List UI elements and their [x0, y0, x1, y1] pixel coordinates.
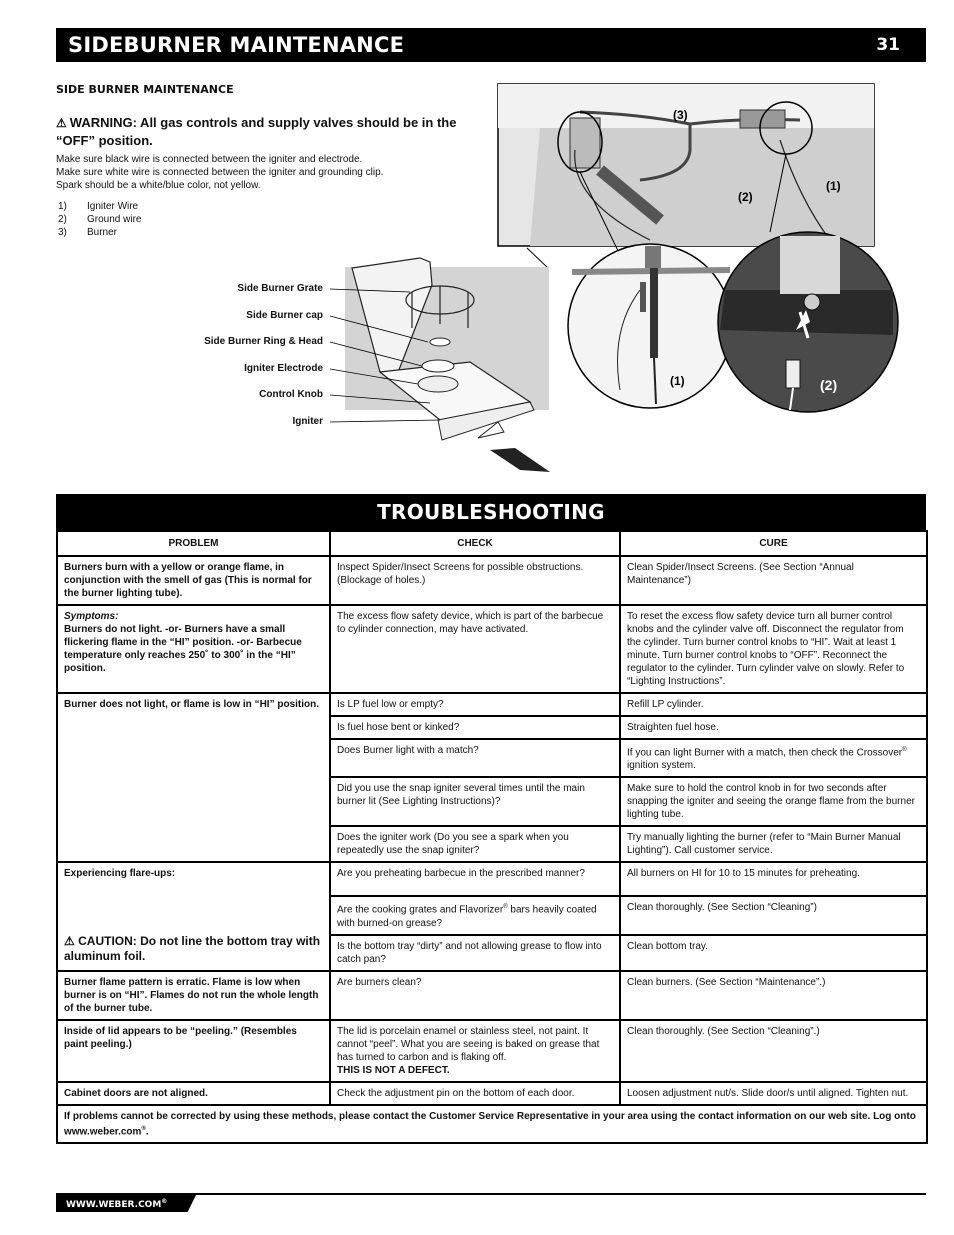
cure-cell: If you can light Burner with a match, then check the Crossover® ignition system. [620, 739, 927, 777]
check-cell: Does the igniter work (Do you see a spark when you repeatedly use the snap igniter? [330, 826, 620, 862]
table-header-row [57, 531, 927, 556]
part-label-igniter: Igniter [292, 416, 323, 427]
connector-line [527, 248, 548, 268]
caution-text: ⚠ CAUTION: Do not line the bottom tray with aluminum foil. [64, 934, 321, 964]
cure-cell: Clean thoroughly. (See Section “Cleaning”.) [620, 1020, 927, 1082]
table-row [57, 971, 927, 1020]
check-cell: Are burners clean? [330, 971, 620, 1020]
footer-rule [56, 1193, 926, 1195]
column-header-problem: PROBLEM [57, 531, 330, 556]
cure-cell: Clean Spider/Insect Screens. (See Section “Annual Maintenance”) [620, 556, 927, 605]
cure-cell: Try manually lighting the burner (refer to “Main Burner Manual Lighting”). Call customer service. [620, 826, 927, 862]
check-cell: Check the adjustment pin on the bottom of each door. [330, 1082, 620, 1105]
check-cell: Did you use the snap igniter several times until the main burner lit (See Lighting Instructions)? [330, 777, 620, 826]
leader-line [330, 420, 440, 422]
table-row [57, 1020, 927, 1082]
troubleshooting-title: TROUBLESHOOTING [56, 494, 926, 530]
callout-2-top: (2) [738, 190, 753, 204]
cure-cell: Loosen adjustment nut/s. Slide door/s until aligned. Tighten nut. [620, 1082, 927, 1105]
check-cell: Is fuel hose bent or kinked? [330, 716, 620, 739]
page-title: SIDEBURNER MAINTENANCE [68, 33, 405, 57]
warning-text: ⚠ WARNING: All gas controls and supply valves should be in the “OFF” position. [56, 115, 457, 148]
check-cell: Is LP fuel low or empty? [330, 693, 620, 716]
check-cell: Does Burner light with a match? [330, 739, 620, 777]
problem-cell: Inside of lid appears to be “peeling.” (Resembles paint peeling.) [57, 1020, 330, 1082]
problem-cell: Burners burn with a yellow or orange flame, in conjunction with the smell of gas (This is normal for the burner lighting tube). [57, 556, 330, 605]
cure-cell: Clean thoroughly. (See Section “Cleaning”) [620, 896, 927, 934]
legend-item: 2) Ground wire [58, 214, 142, 225]
callout-2-zoom: (2) [820, 377, 838, 393]
note-line: Make sure black wire is connected between the igniter and electrode. [56, 154, 363, 165]
legend-item: 1) Igniter Wire [58, 201, 139, 212]
callout-1-top: (1) [826, 179, 841, 193]
zoom-igniter-wire [568, 244, 732, 408]
part-label-control-knob: Control Knob [259, 389, 323, 400]
symptoms-label: Symptoms: [64, 611, 119, 622]
callout-1-zoom: (1) [670, 374, 685, 388]
problem-cell: Burner does not light, or flame is low in “HI” position. [57, 693, 330, 862]
cure-cell: All burners on HI for 10 to 15 minutes for preheating. [620, 862, 927, 896]
table-row [57, 862, 927, 896]
problem-cell: Symptoms: Burners do not light. -or- Burners have a small flickering flame in the “HI” position. -or- Barbecue temperature only reaches 250˚ to 300˚ in the “HI” position. [57, 605, 330, 693]
callout-3: (3) [673, 108, 688, 122]
note-line: Make sure white wire is connected between the igniter and grounding clip. [56, 167, 384, 178]
cure-cell: Make sure to hold the control knob in for two seconds after snapping the igniter and seeing the orange flame from the burner lighting tube. [620, 777, 927, 826]
page-number: 31 [876, 35, 900, 55]
problem-cell: Experiencing flare-ups: ⚠ CAUTION: Do not line the bottom tray with aluminum foil. [57, 862, 330, 970]
check-cell: Are you preheating barbecue in the prescribed manner? [330, 862, 620, 896]
zoom-ground-wire [718, 232, 898, 412]
part-label-grate: Side Burner Grate [237, 283, 323, 294]
legend-item: 3) Burner [58, 227, 118, 238]
cure-cell: Straighten fuel hose. [620, 716, 927, 739]
part-label-cap: Side Burner cap [246, 310, 323, 321]
check-cell: Inspect Spider/Insect Screens for possible obstructions. (Blockage of holes.) [330, 556, 620, 605]
check-cell: Is the bottom tray “dirty” and not allowing grease to flow into catch pan? [330, 935, 620, 971]
part-label-ring-head: Side Burner Ring & Head [204, 336, 323, 347]
warning-triangle-icon: ⚠ [64, 934, 75, 949]
table-footer-row [57, 1105, 927, 1143]
table-row [57, 605, 927, 693]
table-row [57, 556, 927, 605]
troubleshooting-table [56, 530, 928, 1144]
cure-cell: Clean burners. (See Section “Maintenance”.) [620, 971, 927, 1020]
cure-cell: To reset the excess flow safety device turn all burner control knobs and the cylinder valve off. Disconnect the regulator from the cylinder. Turn burner control knobs to “HI”. Wait at least 1 minute. Turn burner control knobs to “OFF”. Reconnect the regulator to the cylinder. Turn cylinder valve on slowly. Refer to “Lighting Instructions”. [620, 605, 927, 693]
note-line: Spark should be a white/blue color, not yellow. [56, 180, 261, 191]
problem-cell: Cabinet doors are not aligned. [57, 1082, 330, 1105]
table-row [57, 693, 927, 716]
column-header-cure: CURE [620, 531, 927, 556]
table-footer-note: If problems cannot be corrected by using these methods, please contact the Customer Service Representative in your area using the contact information on our web site. Log onto www.weber.com®. [57, 1105, 927, 1143]
footer-url: WWW.WEBER.COM® [66, 1198, 168, 1210]
part-label-electrode: Igniter Electrode [244, 363, 323, 374]
problem-cell: Burner flame pattern is erratic. Flame is low when burner is on “HI”. Flames do not run the whole length of the burner tube. [57, 971, 330, 1020]
cure-cell: Clean bottom tray. [620, 935, 927, 971]
check-cell: Are the cooking grates and Flavorizer® bars heavily coated with burned-on grease? [330, 896, 620, 934]
cure-cell: Refill LP cylinder. [620, 693, 927, 716]
section-label: SIDE BURNER MAINTENANCE [56, 83, 234, 96]
sideburner-diagram [0, 0, 954, 490]
warning-triangle-icon: ⚠ [56, 116, 67, 130]
check-cell: The lid is porcelain enamel or stainless steel, not paint. It cannot “peel”. What you are seeing is baked on grease that has turned to carbon and is flaking off. THIS IS NOT A DEFECT. [330, 1020, 620, 1082]
table-row [57, 1082, 927, 1105]
column-header-check: CHECK [330, 531, 620, 556]
check-cell: The excess flow safety device, which is part of the barbecue to cylinder connection, may have activated. [330, 605, 620, 693]
sideburner-exploded-drawing [345, 258, 550, 472]
